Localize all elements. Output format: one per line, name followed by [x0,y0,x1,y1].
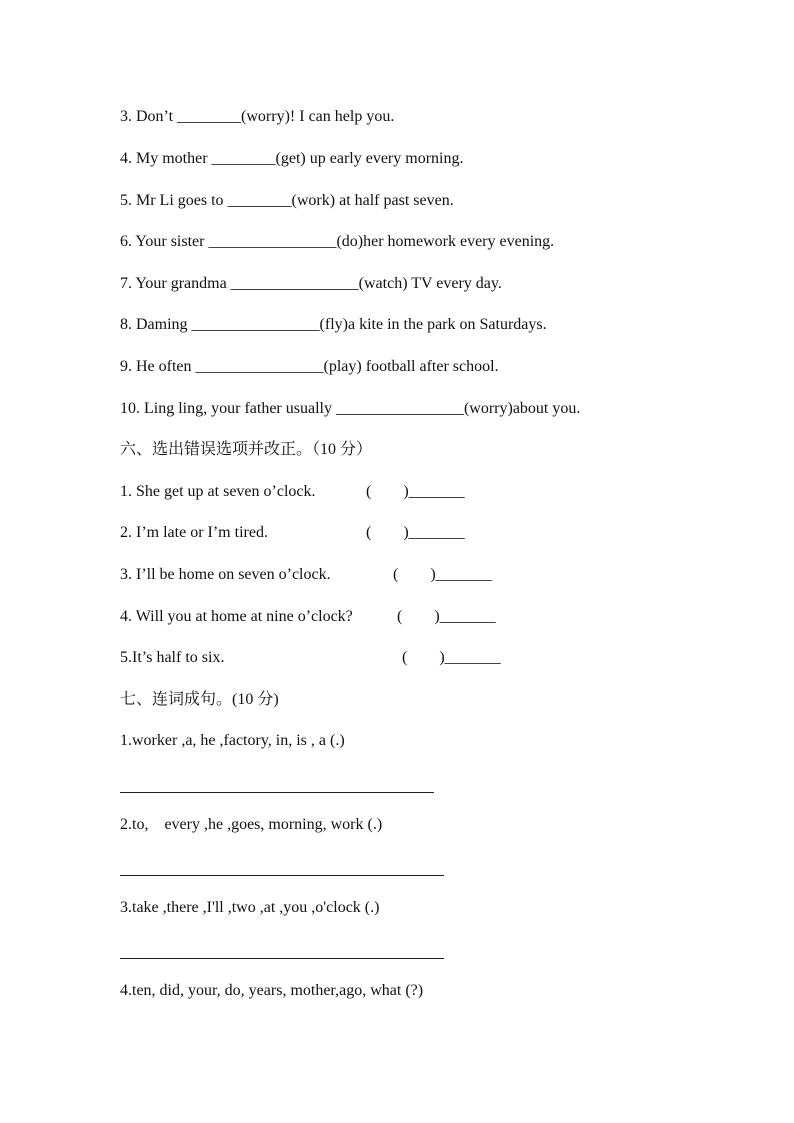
section-6-item-1: 1. She get up at seven o’clock. [120,483,316,500]
section-7-item-1: 1.worker ,a, he ,factory, in, is , a (.) [120,732,345,749]
section-6-item-5: 5.It’s half to six. [120,649,225,666]
section-6-item-4: 4. Will you at home at nine o’clock? [120,608,353,625]
section-6-item-4-answer: ( )_______ [397,608,496,625]
section-7-item-3: 3.take ,there ,I'll ,two ,at ,you ,o'clock (.) [120,899,380,916]
question-5-3: 3. Don’t ________(worry)! I can help you. [120,108,395,125]
section-7-item-2: 2.to, every ,he ,goes, morning, work (.) [120,816,383,833]
section-6-item-3: 3. I’ll be home on seven o’clock. [120,566,331,583]
question-5-7: 7. Your grandma ________________(watch) TV every day. [120,275,502,292]
section-6-heading: 六、选出错误选项并改正。（10 分） [120,441,373,458]
section-7-item-2-answer-line [120,875,444,876]
question-5-10: 10. Ling ling, your father usually ________________(worry)about you. [120,400,581,417]
question-5-6: 6. Your sister ________________(do)her homework every evening. [120,233,555,250]
section-6-item-5-answer: ( )_______ [402,649,501,666]
section-6-item-3-answer: ( )_______ [393,566,492,583]
section-7-item-4: 4.ten, did, your, do, years, mother,ago, what (?) [120,982,424,999]
question-5-4: 4. My mother ________(get) up early every morning. [120,150,464,167]
section-7-item-3-answer-line [120,958,444,959]
section-6-item-2-answer: ( )_______ [366,524,465,541]
section-6-item-2: 2. I’m late or I’m tired. [120,524,268,541]
section-7-item-1-answer-line [120,792,434,793]
question-5-9: 9. He often ________________(play) football after school. [120,358,499,375]
question-5-8: 8. Daming ________________(fly)a kite in the park on Saturdays. [120,316,547,333]
question-5-5: 5. Mr Li goes to ________(work) at half past seven. [120,192,454,209]
section-6-item-1-answer: ( )_______ [366,483,465,500]
section-7-heading: 七、连词成句。(10 分) [120,691,279,708]
